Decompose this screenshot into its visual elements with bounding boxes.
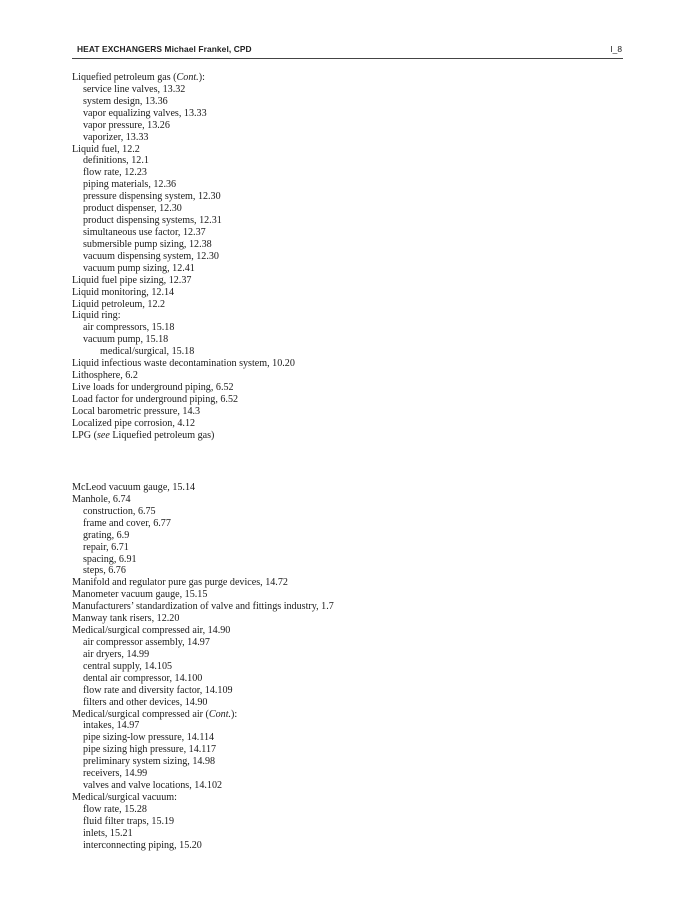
index-entry (72, 709, 632, 721)
entry-text: vapor equalizing valves, 13.33 (83, 107, 207, 119)
entry-text: Medical/surgical compressed air ( (72, 708, 209, 720)
index-entry (72, 613, 632, 625)
entry-text: receivers, 14.99 (83, 768, 148, 780)
entry-text: Local barometric pressure, 14.3 (72, 405, 201, 417)
entry-text: spacing, 6.91 (83, 553, 137, 565)
entry-text: Liquid monitoring, 12.14 (72, 286, 175, 298)
index-subentry (72, 179, 632, 191)
entry-text: Localized pipe corrosion, 4.12 (72, 417, 196, 429)
entry-text: preliminary system sizing, 14.98 (83, 756, 216, 768)
index-subentry (72, 108, 632, 120)
index-subentry (72, 346, 632, 358)
entry-text: product dispenser, 12.30 (83, 203, 182, 215)
index-entry (72, 310, 632, 322)
entry-text: repair, 6.71 (83, 541, 129, 553)
index-subentry (72, 518, 632, 530)
index-subentry (72, 732, 632, 744)
index-subentry (72, 227, 632, 239)
entry-text: Liquefied petroleum gas) (109, 429, 215, 441)
entry-text: Liquefied petroleum gas ( (72, 72, 177, 83)
entry-text: fluid filter traps, 15.19 (83, 815, 175, 827)
page-number: I_8 (610, 44, 622, 54)
entry-text: pipe sizing-low pressure, 14.114 (83, 732, 215, 744)
index-subentry (72, 720, 632, 732)
entry-text: air compressors, 15.18 (83, 322, 175, 334)
index-entry (72, 482, 632, 494)
entry-text: LPG ( (72, 429, 97, 441)
index-entry (72, 577, 632, 589)
index-entry (72, 358, 632, 370)
entry-text: Manometer vacuum gauge, 15.15 (72, 589, 208, 601)
entry-text: piping materials, 12.36 (83, 179, 177, 191)
index-subentry (72, 673, 632, 685)
index-entry (72, 406, 632, 418)
entry-text: Liquid fuel, 12.2 (72, 143, 140, 155)
index-subentry (72, 84, 632, 96)
entry-text: Cont. (208, 708, 232, 720)
entry-text: intakes, 14.97 (83, 720, 140, 732)
entry-text: frame and cover, 6.77 (83, 517, 171, 529)
index-entry (72, 625, 632, 637)
entry-text: Liquid infectious waste decontamination system, 10.20 (72, 358, 295, 370)
entry-text: vacuum pump sizing, 12.41 (83, 262, 195, 274)
entry-text: valves and valve locations, 14.102 (83, 780, 223, 792)
entry-text: medical/surgical, 15.18 (100, 346, 195, 358)
index-subentry (72, 334, 632, 346)
index-entry (72, 589, 632, 601)
entry-text: Liquid fuel pipe sizing, 12.37 (72, 274, 192, 286)
entry-text: interconnecting piping, 15.20 (83, 839, 202, 851)
entry-text: ): (198, 72, 205, 83)
index-subentry (72, 804, 632, 816)
index-entry (72, 144, 632, 156)
entry-text: filters and other devices, 14.90 (83, 696, 208, 708)
index-subentry (72, 649, 632, 661)
entry-text: air compressor assembly, 14.97 (83, 636, 210, 648)
entry-text: Manifold and regulator pure gas purge devices, 14.72 (72, 577, 288, 589)
entry-text: construction, 6.75 (83, 505, 156, 517)
entry-text: air dryers, 14.99 (83, 648, 150, 660)
index-subentry (72, 840, 632, 852)
entry-text: Liquid ring: (72, 310, 121, 322)
index-subentry (72, 780, 632, 792)
entry-text: system design, 13.36 (83, 95, 168, 107)
index-entry (72, 370, 632, 382)
entry-text: flow rate and diversity factor, 14.109 (83, 684, 233, 696)
running-header (77, 44, 622, 59)
index-subentry (72, 530, 632, 542)
entry-text: Medical/surgical compressed air, 14.90 (72, 625, 231, 637)
index-subentry (72, 637, 632, 649)
entry-text: inlets, 15.21 (83, 827, 133, 839)
index-subentry (72, 215, 632, 227)
entry-text: grating, 6.9 (83, 529, 130, 541)
entry-text: vacuum pump, 15.18 (83, 334, 169, 346)
entry-text: dental air compressor, 14.100 (83, 672, 203, 684)
index-subentry (72, 132, 632, 144)
index-entry (72, 72, 632, 84)
index-subentry (72, 506, 632, 518)
index-section-l (72, 72, 632, 442)
entry-text: ): (231, 708, 238, 720)
index-subentry (72, 542, 632, 554)
index-subentry (72, 251, 632, 263)
index-subentry (72, 167, 632, 179)
header-rule (72, 58, 623, 59)
header-title: HEAT EXCHANGERS Michael Frankel, CPD (77, 44, 252, 54)
entry-text: Manufacturers’ standardization of valve and fittings industry, 1.7 (72, 601, 334, 613)
index-subentry (72, 685, 632, 697)
entry-text: service line valves, 13.32 (83, 83, 186, 95)
entry-text: pressure dispensing system, 12.30 (83, 191, 221, 203)
index-subentry (72, 155, 632, 167)
entry-text: Lithosphere, 6.2 (72, 370, 138, 382)
entry-text: Load factor for underground piping, 6.52 (72, 393, 239, 405)
entry-text: Manhole, 6.74 (72, 493, 131, 505)
index-entry (72, 601, 632, 613)
index-entry (72, 494, 632, 506)
index-subentry (72, 239, 632, 251)
entry-text: vacuum dispensing system, 12.30 (83, 250, 219, 262)
index-subentry (72, 565, 632, 577)
index-subentry (72, 768, 632, 780)
index-subentry (72, 554, 632, 566)
index-entry (72, 418, 632, 430)
index-subentry (72, 697, 632, 709)
entry-text: Cont. (176, 72, 199, 83)
entry-text: McLeod vacuum gauge, 15.14 (72, 482, 196, 493)
index-section-m (72, 482, 632, 852)
index-entry (72, 430, 632, 442)
index-subentry (72, 191, 632, 203)
index-subentry (72, 756, 632, 768)
entry-text: Live loads for underground piping, 6.52 (72, 381, 234, 393)
entry-text: pipe sizing high pressure, 14.117 (83, 744, 217, 756)
entry-text: definitions, 12.1 (83, 155, 149, 167)
index-subentry (72, 661, 632, 673)
entry-text: product dispensing systems, 12.31 (83, 215, 222, 227)
entry-text: central supply, 14.105 (83, 660, 173, 672)
entry-text: Medical/surgical vacuum: (72, 791, 177, 803)
entry-text: vapor pressure, 13.26 (83, 119, 170, 131)
index-subentry (72, 96, 632, 108)
index-entry (72, 275, 632, 287)
index-entry (72, 287, 632, 299)
index-subentry (72, 322, 632, 334)
index-subentry (72, 816, 632, 828)
index-subentry (72, 744, 632, 756)
index-entry (72, 792, 632, 804)
entry-text: flow rate, 12.23 (83, 167, 147, 179)
entry-text: simultaneous use factor, 12.37 (83, 226, 206, 238)
entry-text: Liquid petroleum, 12.2 (72, 298, 166, 310)
entry-text: vaporizer, 13.33 (83, 131, 149, 143)
index-subentry (72, 120, 632, 132)
index-subentry (72, 263, 632, 275)
index-subentry (72, 828, 632, 840)
entry-text: flow rate, 15.28 (83, 803, 147, 815)
index-entry (72, 394, 632, 406)
entry-text: see (96, 429, 110, 441)
index-entry (72, 299, 632, 311)
index-subentry (72, 203, 632, 215)
entry-text: Manway tank risers, 12.20 (72, 613, 180, 625)
index-entry (72, 382, 632, 394)
entry-text: submersible pump sizing, 12.38 (83, 238, 212, 250)
entry-text: steps, 6.76 (83, 565, 126, 577)
